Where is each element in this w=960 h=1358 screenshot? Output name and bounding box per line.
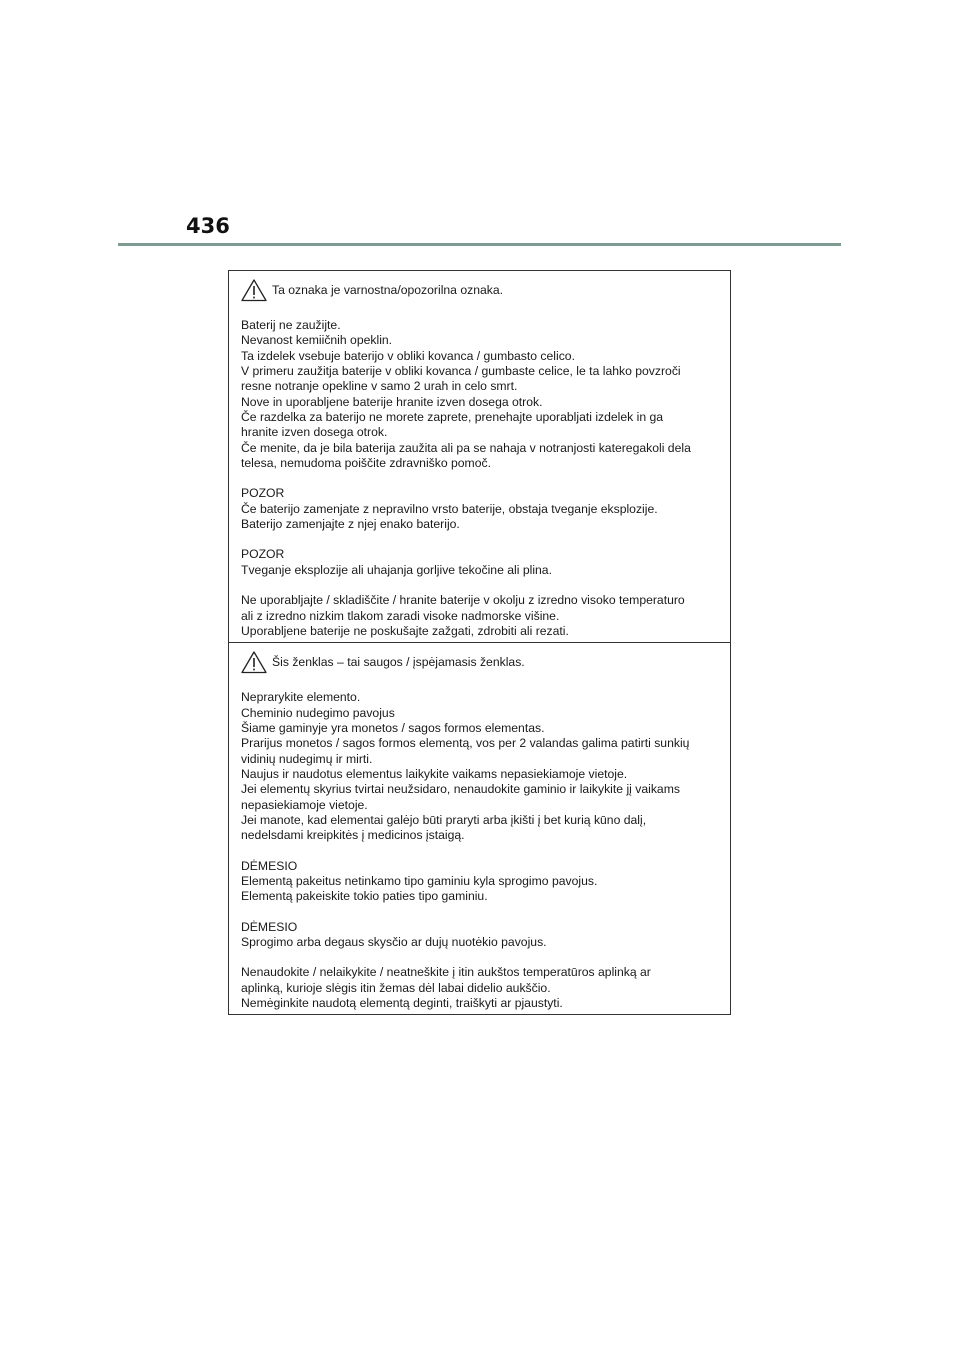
header-divider — [118, 243, 841, 246]
text-line: Elementą pakeitus netinkamo tipo gaminiu kyla sprogimo pavojus. — [241, 873, 598, 888]
text-line: Elementą pakeiskite tokio paties tipo gaminiu. — [241, 889, 488, 904]
text-line: resne notranje opekline v samo 2 urah in celo smrt. — [241, 379, 518, 394]
text-line: Če razdelka za baterijo ne morete zaprete, prenehajte uporabljati izdelek in ga — [241, 410, 664, 425]
text-line: nepasiekiamoje vietoje. — [241, 797, 368, 812]
warning-triangle-icon — [241, 650, 267, 674]
symbol-row — [241, 649, 720, 675]
text-line: Ne uporabljajte / skladiščite / hranite baterije v okolju z izredno visoko temperaturo — [241, 593, 685, 608]
paragraph — [241, 593, 720, 639]
warning-section-lithuanian — [229, 642, 730, 1014]
paragraph — [241, 965, 720, 1011]
text-line: Tveganje eksplozije ali uhajanja gorljive tekočine ali plina. — [241, 562, 552, 577]
symbol-description: Šis ženklas – tai saugos / įspėjamasis ženklas. — [272, 655, 525, 670]
warning-triangle-icon — [241, 278, 267, 302]
text-line: Če menite, da je bila baterija zaužita ali pa se nahaja v notranjosti kateregakoli dela — [241, 440, 691, 455]
text-line: Nenaudokite / nelaikykite / neatneškite į itin aukštos temperatūros aplinką ar — [241, 965, 651, 980]
paragraph — [241, 486, 720, 532]
text-line: hranite izven dosega otrok. — [241, 425, 388, 440]
text-line: Jei manote, kad elementai galėjo būti praryti arba įkišti į bet kurią kūno dalį, — [241, 812, 647, 827]
text-line: Baterijo zamenjajte z njej enako baterijo. — [241, 517, 460, 532]
warning-section-slovenian — [229, 271, 730, 642]
warning-box — [228, 270, 731, 1015]
symbol-description: Ta oznaka je varnostna/opozorilna oznaka. — [272, 283, 504, 297]
symbol-row — [241, 277, 720, 303]
text-line: aplinką, kurioje slėgis itin žemas dėl labai didelio aukščio. — [241, 980, 551, 995]
text-line: V primeru zaužitja baterije v obliki kovanca / gumbaste celice, le ta lahko povzroči — [241, 364, 681, 379]
text-line: Baterij ne zaužijte. — [241, 318, 341, 332]
text-line: Cheminio nudegimo pavojus — [241, 705, 395, 720]
text-line: POZOR — [241, 486, 285, 501]
text-line: Nemėginkite naudotą elementą deginti, traiškyti ar pjaustyti. — [241, 996, 563, 1011]
text-line: Nevanost kemiičnih opeklin. — [241, 333, 393, 348]
text-line: Uporabljene baterije ne poskušajte zažgati, zdrobiti ali rezati. — [241, 623, 569, 638]
paragraph — [241, 318, 720, 471]
text-line: Sprogimo arba degaus skysčio ar dujų nuotėkio pavojus. — [241, 935, 547, 949]
text-line: Nove in uporabljene baterije hranite izven dosega otrok. — [241, 394, 543, 409]
paragraph — [241, 859, 720, 905]
page-number: 436 — [186, 214, 230, 238]
text-line: Jei elementų skyrius tvirtai neužsidaro, nenaudokite gaminio ir laikykite jį vaikams — [241, 782, 680, 797]
text-line: ali z izredno nizkim tlakom zaradi visoke nadmorske višine. — [241, 608, 560, 623]
text-line: vidinių nudegimų ir mirti. — [241, 751, 373, 766]
text-line: Šiame gaminyje yra monetos / sagos formos elementas. — [241, 720, 545, 735]
text-line: Prarijus monetos / sagos formos elementą, vos per 2 valandas galima patirti sunkių — [241, 736, 690, 751]
paragraph — [241, 690, 720, 843]
text-line: DĖMESIO — [241, 858, 298, 873]
text-line: nedelsdami kreipkitės į medicinos įstaigą. — [241, 828, 465, 843]
text-line: telesa, nemudoma poiščite zdravniško pomoč. — [241, 456, 491, 471]
text-line: Naujus ir naudotus elementus laikykite vaikams nepasiekiamoje vietoje. — [241, 766, 628, 781]
text-line: Ta izdelek vsebuje baterijo v obliki kovanca / gumbasto celico. — [241, 348, 575, 363]
text-line: DĖMESIO — [241, 919, 298, 934]
text-line: Če baterijo zamenjate z nepravilno vrsto baterije, obstaja tveganje eksplozije. — [241, 501, 658, 516]
paragraph — [241, 547, 720, 578]
text-line: Neprarykite elemento. — [241, 690, 361, 705]
text-line: POZOR — [241, 547, 285, 562]
paragraph — [241, 920, 720, 951]
